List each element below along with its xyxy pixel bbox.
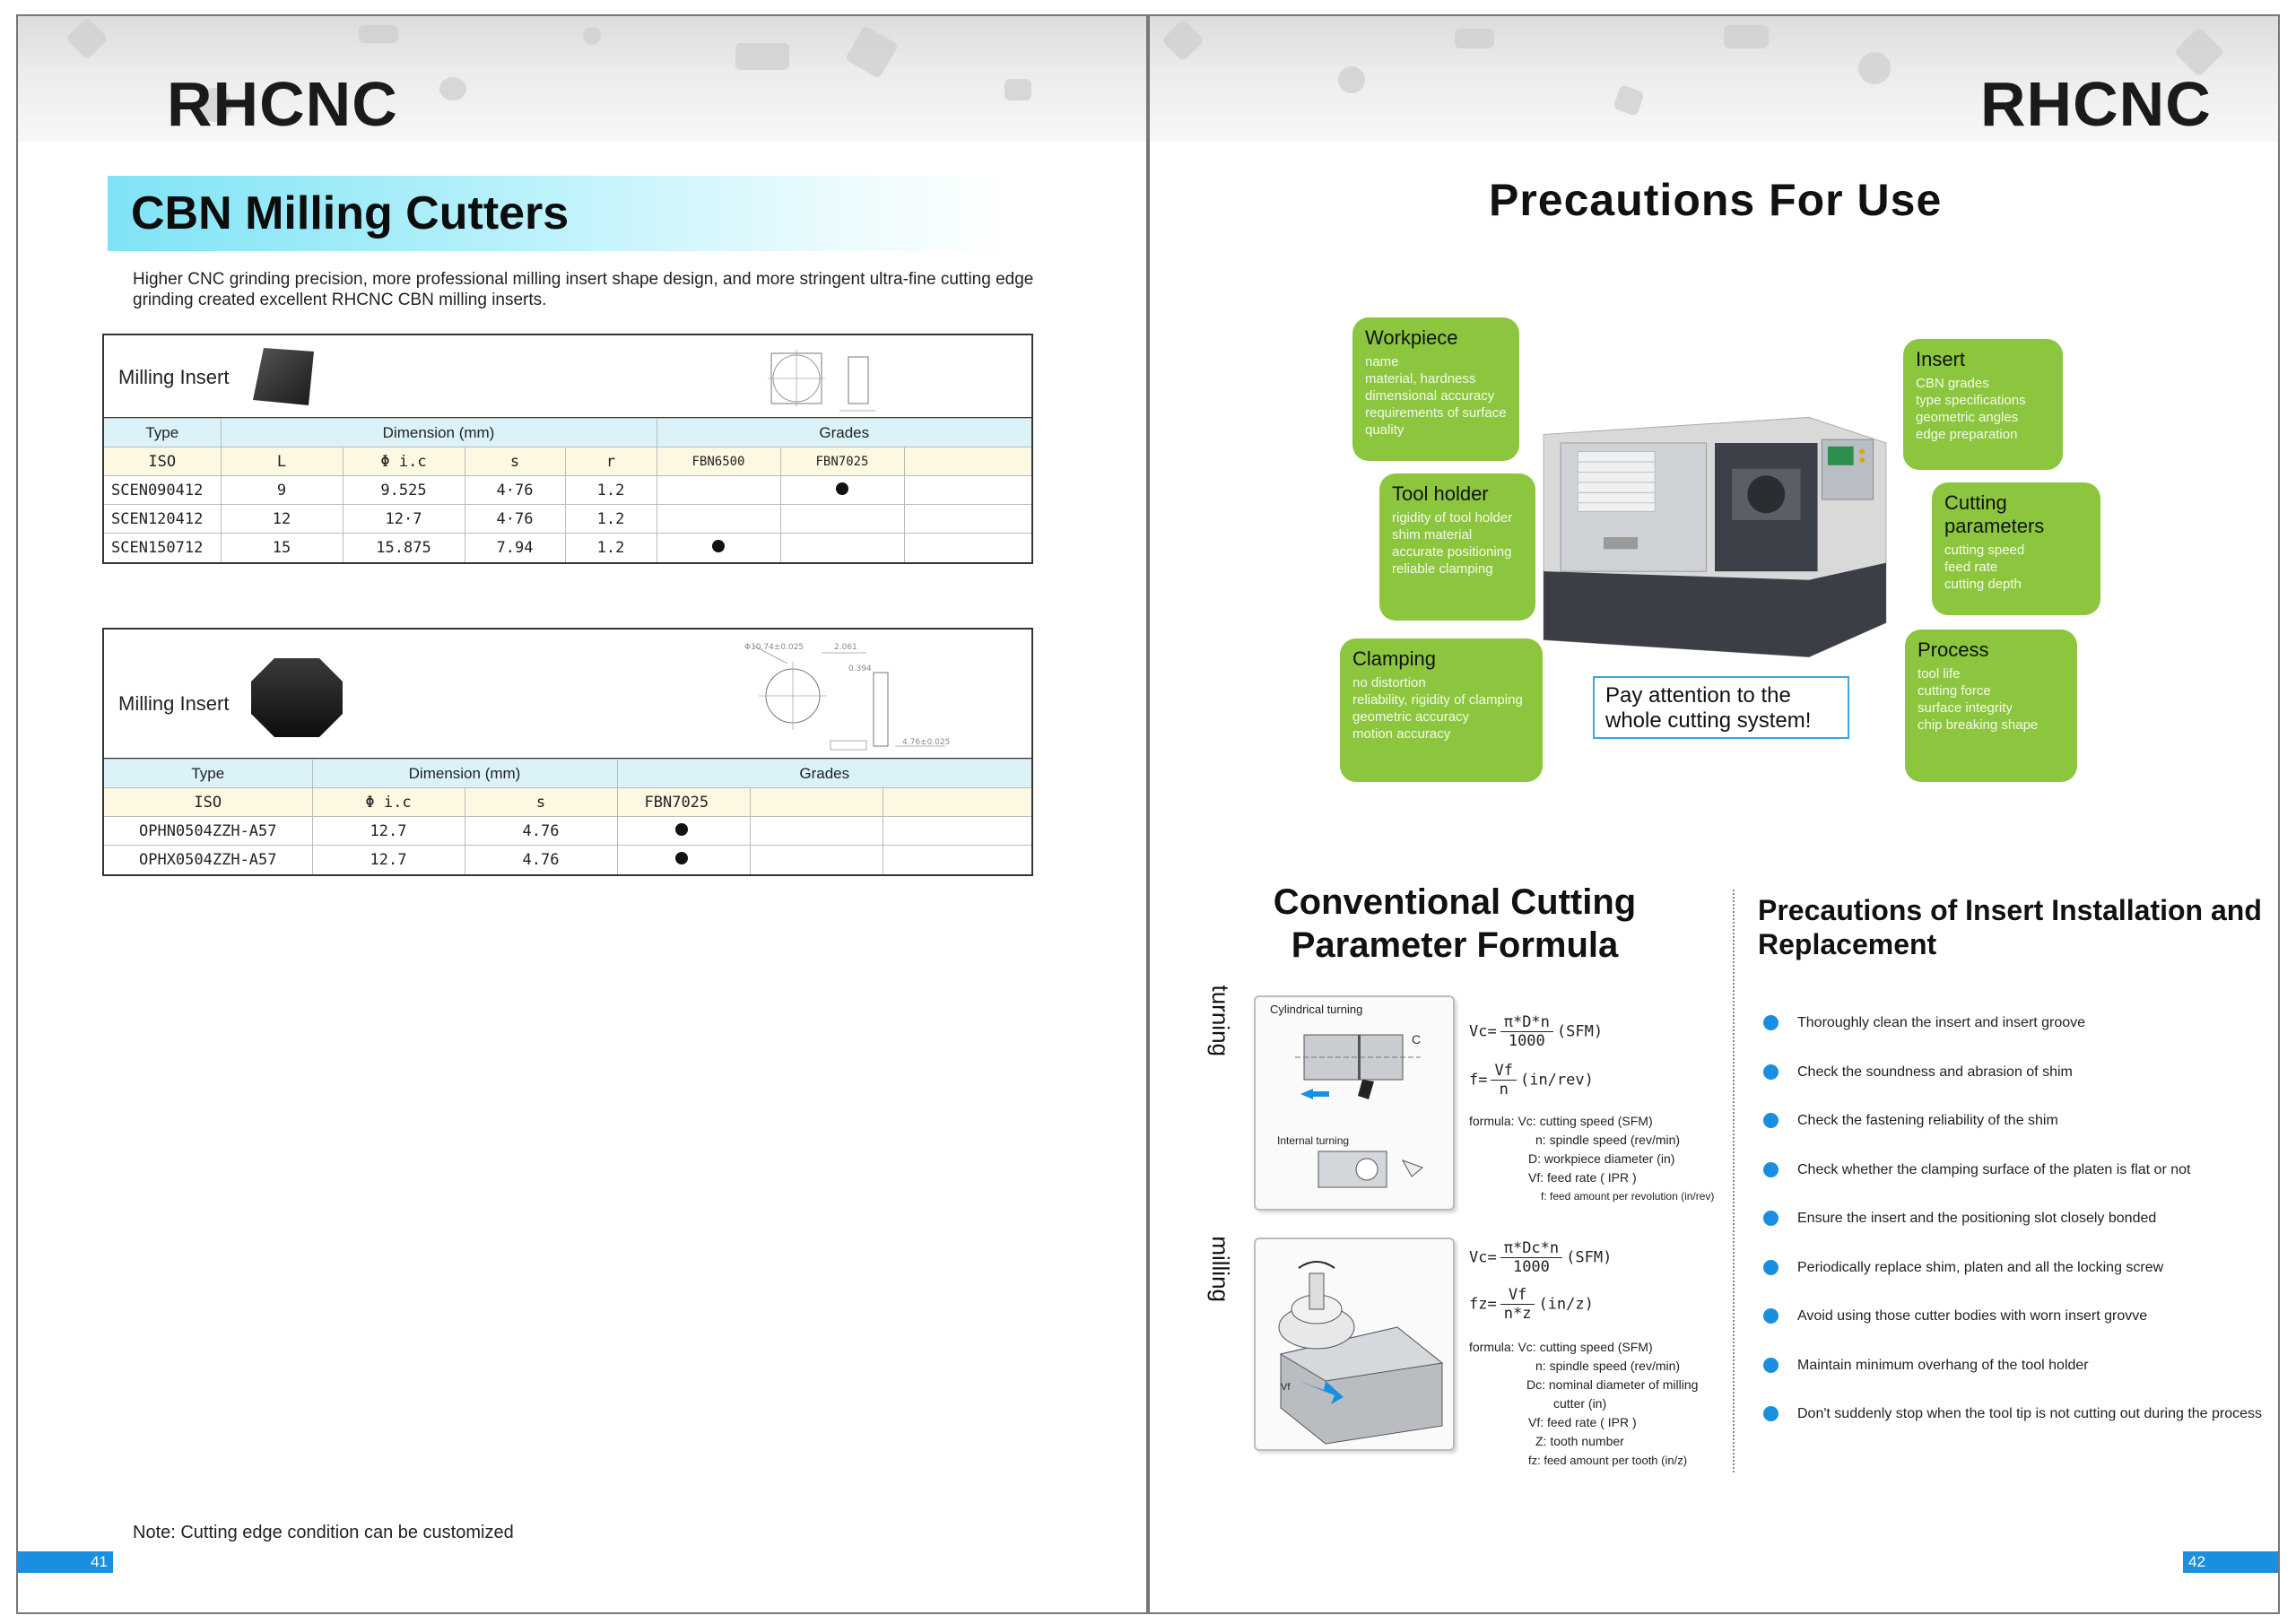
grade-cell	[657, 476, 780, 505]
bubble-tool-holder: Tool holder rigidity of tool holder shim material accurate positioning reliable clamping	[1379, 473, 1535, 621]
grade-available-dot	[836, 482, 848, 495]
installation-precautions-title: Precautions of Insert Installation and Replacement	[1758, 894, 2262, 960]
formula-title: Conventional Cutting Parameter Formula	[1273, 882, 1637, 965]
grade-cell	[617, 817, 750, 846]
col-grades: Grades	[657, 419, 1031, 447]
svg-text:4.76±0.025: 4.76±0.025	[902, 738, 951, 747]
grade-available-dot	[712, 540, 725, 552]
turning-f-formula: f= $\frac{Vf}{n}$ (in/rev)	[1469, 1062, 1594, 1099]
list-item: Periodically replace shim, platen and all the locking screw	[1761, 1258, 2264, 1307]
list-item: Check the soundness and abrasion of shim	[1761, 1063, 2264, 1112]
cnc-machine-illustration	[1526, 407, 1903, 667]
bullet-dot	[1763, 1064, 1779, 1080]
section-divider	[1733, 890, 1735, 1472]
bullet-dot	[1763, 1211, 1779, 1226]
milling-vc-formula: Vc= $\frac{\pi*Dc*n}{1000}$ (SFM)	[1469, 1239, 1613, 1276]
intro-text: Higher CNC grinding precision, more professional milling insert shape design, and more stringent ultra-fine cutting edge grinding created excellent RHCNC CBN milling inserts.	[133, 270, 1034, 309]
note-text: Note: Cutting edge condition can be customized	[133, 1523, 514, 1542]
page-41	[16, 14, 1148, 1614]
bullet-dot	[1763, 1162, 1779, 1177]
callout-box: Pay attention to the whole cutting system!	[1593, 676, 1849, 739]
table-row: SCEN120412 12 12·7 4·76 1.2	[104, 505, 1031, 534]
svg-text:C: C	[1412, 1032, 1422, 1046]
brand-logo: RHCNC	[1980, 69, 2212, 139]
square-dimension-drawing	[759, 339, 893, 416]
table-subheader: ISO L Φ i.c s r FBN6500 FBN7025	[104, 447, 1031, 476]
table-row: SCEN150712 15 15.875 7.94 1.2	[104, 534, 1031, 562]
table-row: OPHX0504ZZH-A57 12.7 4.76	[104, 846, 1031, 874]
bullet-dot	[1763, 1308, 1779, 1324]
svg-text:0.394: 0.394	[848, 664, 872, 673]
table-body	[104, 759, 1031, 874]
page-42	[1148, 14, 2280, 1614]
col-grades: Grades	[617, 760, 1031, 788]
bubble-workpiece: Workpiece name material, hardness dimensional accuracy requirements of surface quality	[1352, 317, 1519, 461]
octagon-insert-icon	[248, 655, 346, 741]
table-body	[104, 418, 1031, 562]
brand-logo: RHCNC	[167, 69, 398, 139]
list-item: Maintain minimum overhang of the tool holder	[1761, 1356, 2264, 1405]
bullet-dot	[1763, 1015, 1779, 1030]
bullet-dot	[1763, 1260, 1779, 1275]
svg-text:Φ10.74±0.025: Φ10.74±0.025	[744, 643, 804, 652]
turning-vc-formula: Vc= $\frac{\pi*D*n}{1000}$ (SFM)	[1469, 1013, 1604, 1050]
precautions-list	[1761, 1013, 2264, 1454]
bullet-dot	[1763, 1406, 1779, 1421]
turning-legend: formula: Vc: cutting speed (SFM) n: spindle speed (rev/min) D: workpiece diameter (in) Vf: feed rate ( IPR ) f: feed amount per revolution (in/rev)	[1469, 1114, 1715, 1203]
bubble-clamping: Clamping no distortion reliability, rigidity of clamping geometric accuracy motion accuracy	[1340, 638, 1543, 782]
list-item: Don't suddenly stop when the tool tip is not cutting out during the process	[1761, 1404, 2264, 1454]
milling-label: milling	[1207, 1236, 1234, 1302]
svg-text:Internal turning: Internal turning	[1277, 1134, 1350, 1147]
grade-available-dot	[675, 823, 688, 836]
bubble-cutting-parameters: Cutting parameters cutting speed feed rate cutting depth	[1932, 482, 2100, 615]
col-dimension: Dimension (mm)	[221, 419, 657, 447]
insert-table-octagon	[102, 628, 1033, 876]
milling-legend: formula: Vc: cutting speed (SFM) n: spindle speed (rev/min) Dc: nominal diameter of milling cutter (in) Vf: feed rate ( IPR ) Z: tooth number fz: feed amount per tooth (in/z)	[1469, 1340, 1699, 1467]
table-row: OPHN0504ZZH-A57 12.7 4.76	[104, 817, 1031, 846]
grade-cell	[617, 846, 750, 874]
bullet-dot	[1763, 1113, 1779, 1128]
square-insert-icon	[248, 343, 319, 411]
page-number: 42	[2183, 1551, 2278, 1573]
grade-available-dot	[675, 852, 688, 864]
table-head	[104, 630, 1031, 759]
table-label: Milling Insert	[118, 366, 230, 388]
grade-cell	[657, 505, 780, 534]
grade-cell	[780, 534, 904, 562]
table-subheader: ISO Φ i.c s FBN7025	[104, 788, 1031, 817]
turning-diagram: Cylindrical turning C Internal turning	[1254, 995, 1455, 1211]
turning-illustration	[1268, 1017, 1448, 1205]
turning-label: turning	[1207, 985, 1234, 1056]
col-type: Type	[104, 760, 312, 788]
grade-cell	[780, 505, 904, 534]
table-row: SCEN090412 9 9.525 4·76 1.2	[104, 476, 1031, 505]
bubble-process: Process tool life cutting force surface integrity chip breaking shape	[1905, 630, 2077, 782]
grade-cell	[657, 534, 780, 562]
list-item: Check whether the clamping surface of the platen is flat or not	[1761, 1160, 2264, 1210]
list-item: Ensure the insert and the positioning slot closely bonded	[1761, 1209, 2264, 1258]
list-item: Avoid using those cutter bodies with worn insert grovve	[1761, 1307, 2264, 1356]
title-bar	[108, 176, 1013, 251]
col-dimension: Dimension (mm)	[312, 760, 617, 788]
bullet-dot	[1763, 1358, 1779, 1373]
milling-diagram	[1254, 1238, 1455, 1451]
list-item: Thoroughly clean the insert and insert groove	[1761, 1013, 2264, 1063]
svg-text:2.061: 2.061	[834, 643, 857, 652]
octagon-dimension-drawing	[732, 633, 992, 755]
svg-text:Vf: Vf	[1281, 1382, 1291, 1393]
grade-cell	[780, 476, 904, 505]
col-type: Type	[104, 419, 221, 447]
precautions-title: Precautions For Use	[1489, 175, 1943, 225]
list-item: Check the fastening reliability of the shim	[1761, 1111, 2264, 1160]
table-label: Milling Insert	[118, 692, 230, 715]
page-number: 41	[18, 1551, 113, 1573]
page-title: CBN Milling Cutters	[131, 187, 570, 239]
insert-table-square	[102, 334, 1033, 564]
bubble-insert: Insert CBN grades type specifications geometric angles edge preparation	[1903, 339, 2063, 470]
table-head	[104, 335, 1031, 418]
milling-fz-formula: fz= $\frac{Vf}{n*z}$ (in/z)	[1469, 1286, 1594, 1323]
milling-illustration	[1263, 1246, 1449, 1446]
